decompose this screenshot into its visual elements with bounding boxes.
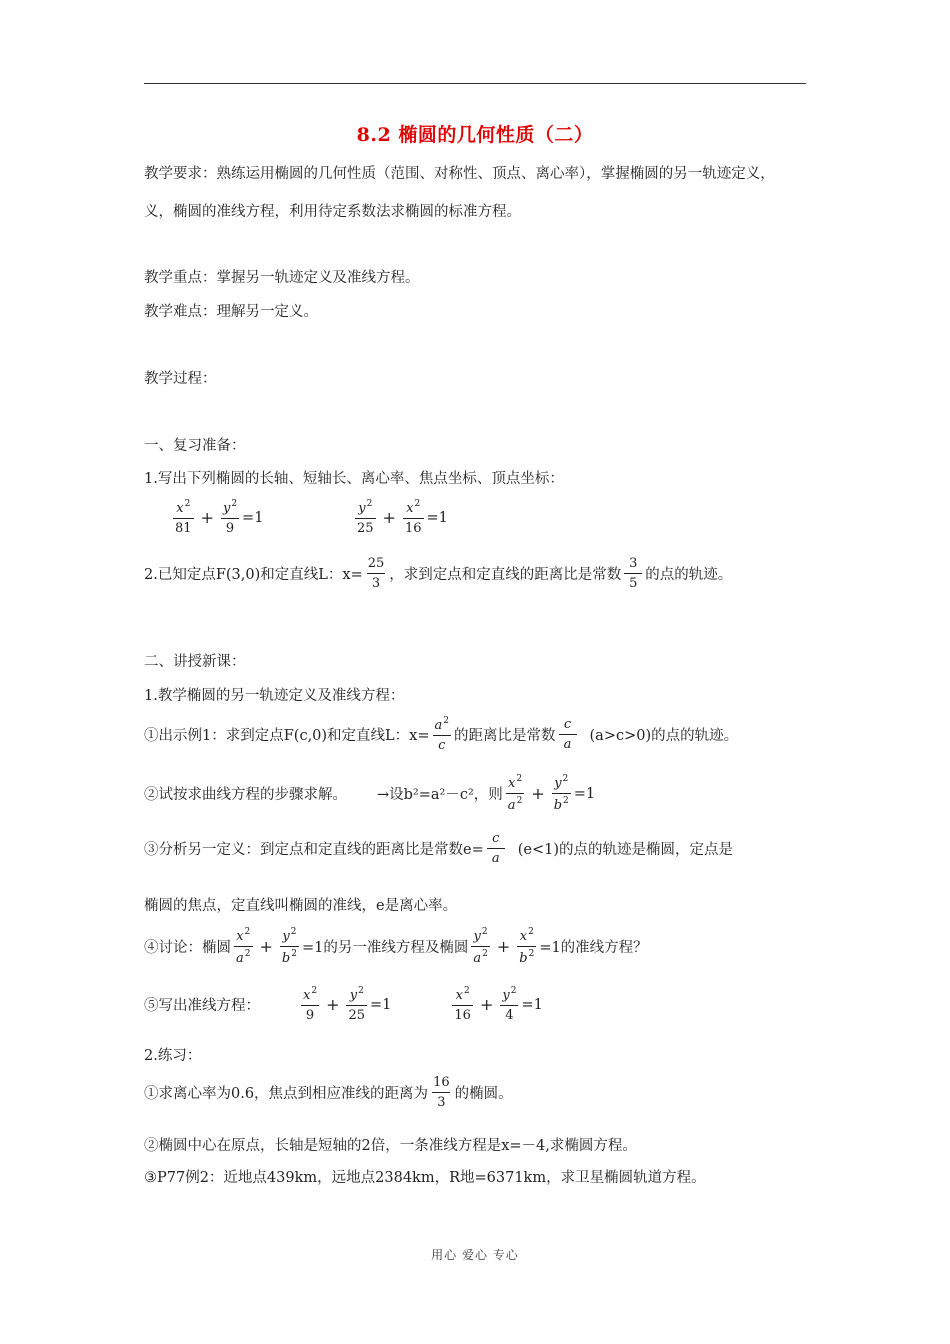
fraction: $\frac{y^2}{25}$ xyxy=(357,499,374,536)
fraction: $\frac{c}{a}$ xyxy=(487,832,505,865)
fraction: $\frac{y^2}{b^2}$ xyxy=(281,927,297,966)
fraction: $\frac{y^2}{a^2}$ xyxy=(473,927,488,966)
fraction: $\frac{x^2}{9}$ xyxy=(303,986,318,1023)
step-5: ⑤写出准线方程： $\frac{x^2}{9}$ + $\frac{y^2}{25}$ =1 $\frac{x^2}{16}$ + $\frac{y^2}{4}$ =1 xyxy=(144,986,543,1023)
fraction: $\frac{y^2}{b^2}$ xyxy=(553,774,569,813)
example-1: ①出示例1：求到定点F(c,0)和定直线L：x= $\frac{a^2}{c}$ 的距离比是常数 $\frac{c}{a}$ (a>c>0)的点的轨迹。 xyxy=(144,716,739,753)
page-title: 8.2 椭圆的几何性质（二） xyxy=(356,124,594,146)
fraction: $\frac{y^2}{9}$ xyxy=(222,499,238,536)
practice-2: ②椭圆中心在原点，长轴是短轴的2倍，一条准线方程是x=－4,求椭圆方程。 xyxy=(144,1138,637,1154)
fraction: $\frac{x^2}{a^2}$ xyxy=(507,774,523,813)
focus-text: 教学重点：掌握另一轨迹定义及准线方程。 xyxy=(144,270,420,286)
review-equation-2: $\frac{y^2}{25}$ + $\frac{x^2}{16}$ =1 xyxy=(357,499,448,536)
fraction: $\frac{x^2}{b^2}$ xyxy=(519,927,535,966)
step-3-line-2: 椭圆的焦点，定直线叫椭圆的准线，e是离心率。 xyxy=(144,898,458,914)
requirements-line-2: 义，椭圆的准线方程，利用待定系数法求椭圆的标准方程。 xyxy=(144,204,521,220)
practice-3: ③P77例2：近地点439km，远地点2384km，R地=6371km，求卫星椭圆轨道方程。 xyxy=(144,1170,706,1186)
section1-item1: 1.写出下列椭圆的长轴、短轴长、离心率、焦点坐标、顶点坐标： xyxy=(144,471,564,487)
fraction: $\frac{y^2}{4}$ xyxy=(502,986,517,1023)
fraction: $\frac{16}{3}$ xyxy=(433,1075,450,1110)
fraction: $\frac{x^2}{16}$ xyxy=(454,986,471,1023)
fraction: $\frac{x^2}{a^2}$ xyxy=(236,927,251,966)
review-equation-1: $\frac{x^2}{81}$ + $\frac{y^2}{9}$ =1 xyxy=(175,499,264,536)
section1-item2: 2.已知定点F(3,0)和定直线L：x= $\frac{25}{3}$ ，求到定点和定直线的距离比是常数 $\frac{3}{5}$ 的点的轨迹。 xyxy=(144,556,733,591)
step-4: ④讨论：椭圆 $\frac{x^2}{a^2}$ + $\frac{y^2}{b^2}$ =1的另一准线方程及椭圆 $\frac{y^2}{a^2}$ + $\frac{x^2}{b^2}$ =1的准线方程？ xyxy=(144,927,648,966)
page-footer: 用心 爱心 专心 xyxy=(431,1248,519,1262)
requirements-line-1: 教学要求：熟练运用椭圆的几何性质（范围、对称性、顶点、离心率），掌握椭圆的另一轨迹定义， xyxy=(144,166,775,182)
section1-heading: 一、复习准备： xyxy=(144,438,246,454)
fraction: $\frac{c}{a}$ xyxy=(559,718,577,751)
step-2: ②试按求曲线方程的步骤求解。 →设b²=a²－c²，则 $\frac{x^2}{a^2}$ + $\frac{y^2}{b^2}$ =1 xyxy=(144,774,596,813)
fraction: $\frac{x^2}{81}$ xyxy=(175,499,192,536)
header-rule xyxy=(144,83,806,84)
fraction: $\frac{y^2}{25}$ xyxy=(348,986,366,1023)
fraction: $\frac{x^2}{16}$ xyxy=(404,499,422,536)
process-heading: 教学过程： xyxy=(144,371,217,387)
fraction: $\frac{3}{5}$ xyxy=(624,557,642,590)
fraction: $\frac{25}{3}$ xyxy=(367,556,385,591)
practice-1: ①求离心率为0.6，焦点到相应准线的距离为 $\frac{16}{3}$ 的椭圆。 xyxy=(144,1075,513,1110)
section2-item1: 1.教学椭圆的另一轨迹定义及准线方程： xyxy=(144,688,405,704)
step-3: ③分析另一定义：到定点和定直线的距离比是常数e= $\frac{c}{a}$ (e<1)的点的轨迹是椭圆，定点是 xyxy=(144,831,734,866)
difficulty-text: 教学难点：理解另一定义。 xyxy=(144,304,318,320)
practice-heading: 2.练习： xyxy=(144,1048,202,1064)
section2-heading: 二、讲授新课： xyxy=(144,654,246,670)
fraction: $\frac{a^2}{c}$ xyxy=(434,716,450,753)
